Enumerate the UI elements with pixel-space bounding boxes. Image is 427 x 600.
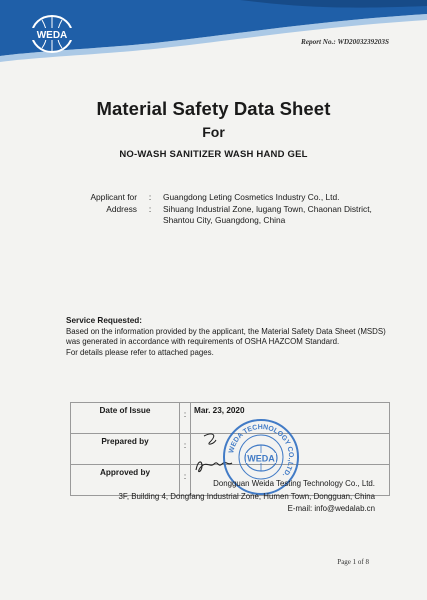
applicant-label: Applicant for xyxy=(90,192,137,202)
approved-by-label: Approved by xyxy=(71,465,180,496)
company-email: E-mail: info@wedalab.cn xyxy=(287,504,375,514)
service-line: was generated in accordance with requirements of OSHA HAZCOM Standard. xyxy=(66,337,340,347)
company-name: Dongguan Weida Testing Technology Co., Ltd. xyxy=(213,479,375,488)
svg-text:WEDA: WEDA xyxy=(36,30,68,41)
date-of-issue-value: Mar. 23, 2020 xyxy=(191,403,390,434)
service-line: For details please refer to attached pages. xyxy=(66,347,214,357)
svg-text:WEDA TECHNOLOGY CO.,LTD.: WEDA TECHNOLOGY CO.,LTD. xyxy=(228,423,295,479)
table-row: Date of Issue : Mar. 23, 2020 xyxy=(71,403,390,434)
product-name: NO-WASH SANITIZER WASH HAND GEL xyxy=(119,149,308,160)
address-label: Address xyxy=(106,203,137,214)
weda-logo-icon xyxy=(30,14,74,54)
service-requested xyxy=(66,316,386,358)
page-number: Page 1 of 8 xyxy=(337,558,369,566)
header-band xyxy=(0,0,427,62)
report-number: Report No.: WD2003239203S xyxy=(301,38,389,46)
svg-text:WEDA: WEDA xyxy=(247,453,275,464)
for-label: For xyxy=(202,124,225,140)
service-line: Based on the information provided by the applicant, the Material Safety Data Sheet (MSDS) xyxy=(66,326,386,336)
table-row: Prepared by : xyxy=(71,434,390,465)
document-title: Material Safety Data Sheet xyxy=(96,98,331,119)
prepared-by-label: Prepared by xyxy=(71,434,180,465)
service-heading: Service Requested: xyxy=(66,316,142,325)
company-address: 3F, Building 4, Dongfang Industrial Zone, Humen Town, Dongguan, China xyxy=(118,491,375,501)
date-of-issue-label: Date of Issue xyxy=(71,403,180,434)
address-value: Sihuang Industrial Zone, lugang Town, Chaonan District, Shantou City, Guangdong, China xyxy=(163,203,372,225)
table-row: Approved by : xyxy=(71,465,390,496)
company-info xyxy=(119,478,375,516)
applicant-value: Guangdong Leting Cosmetics Industry Co., Ltd. xyxy=(163,192,340,202)
applicant-info: Applicant for : Guangdong Leting Cosmetics Industry Co., Ltd. Address : Sihuang Industrial Zone, lugang Town, Chaonan District, Shantou City, Guangdong, China xyxy=(60,192,403,227)
